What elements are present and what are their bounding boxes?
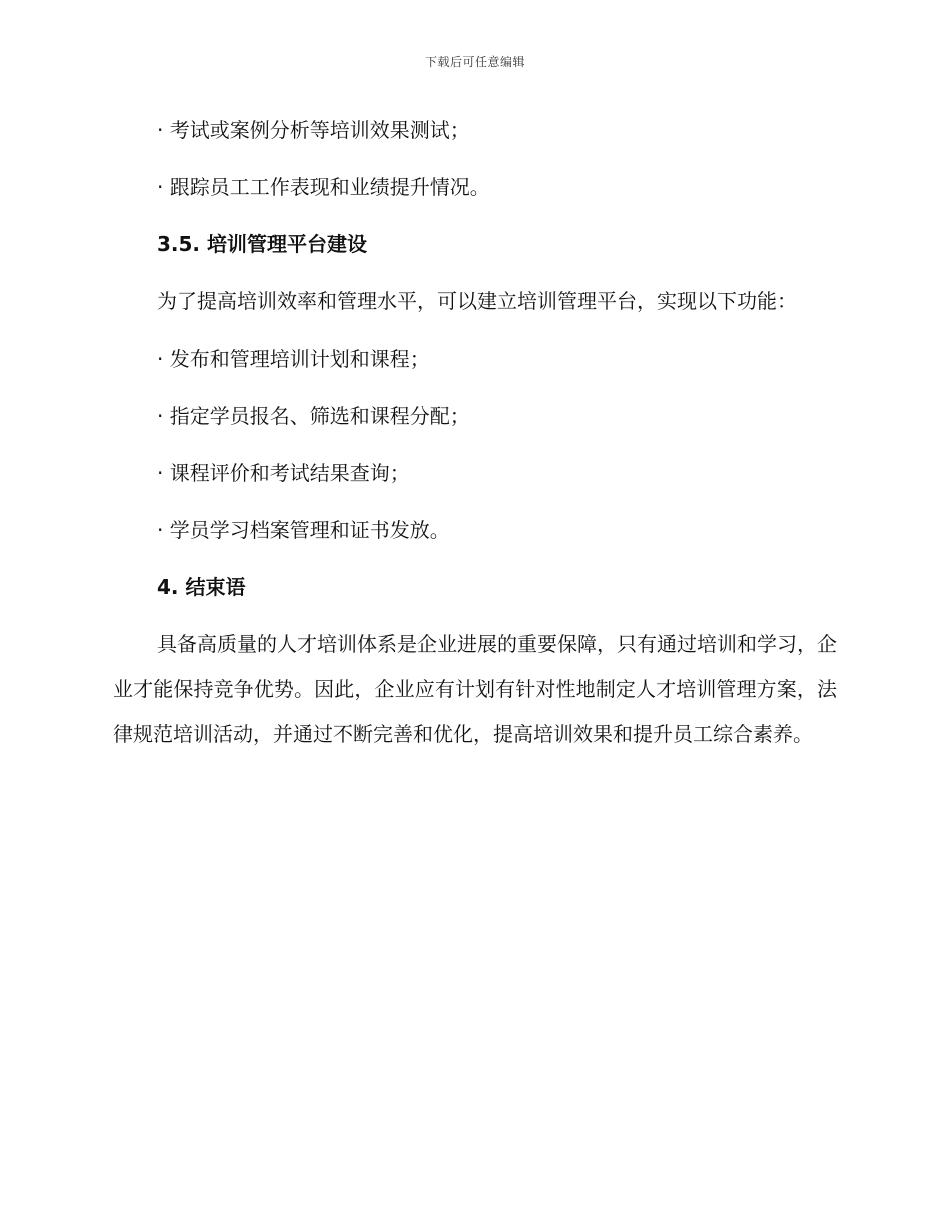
section-3-5-intro: 为了提高培训效率和管理水平，可以建立培训管理平台，实现以下功能： bbox=[157, 289, 797, 313]
list-item-enrollment: · 指定学员报名、筛选和课程分配； bbox=[157, 404, 470, 428]
section-4-paragraph: 具备高质量的人才培训体系是企业进展的重要保障，只有通过培训和学习，企业才能保持竞争优势。因此，企业应有计划有针对性地制定人才培训管理方案，法律规范培训活动，并通过不断完善和优化，提高培训效果和提升员工综合素养。 bbox=[113, 632, 837, 746]
list-item-archive-certificates: · 学员学习档案管理和证书发放。 bbox=[157, 518, 450, 542]
list-item-performance-tracking: · 跟踪员工工作表现和业绩提升情况。 bbox=[157, 175, 490, 199]
list-item-course-evaluation: · 课程评价和考试结果查询； bbox=[157, 461, 410, 485]
list-item-publish-courses: · 发布和管理培训计划和课程； bbox=[157, 347, 430, 371]
page-header-note: 下载后可任意编辑 bbox=[424, 55, 525, 69]
section-heading-3-5: 3.5. 培训管理平台建设 bbox=[157, 232, 367, 256]
section-heading-4: 4. 结束语 bbox=[157, 575, 246, 599]
list-item-test-evaluation: · 考试或案例分析等培训效果测试； bbox=[157, 118, 470, 142]
document-body bbox=[113, 108, 837, 770]
